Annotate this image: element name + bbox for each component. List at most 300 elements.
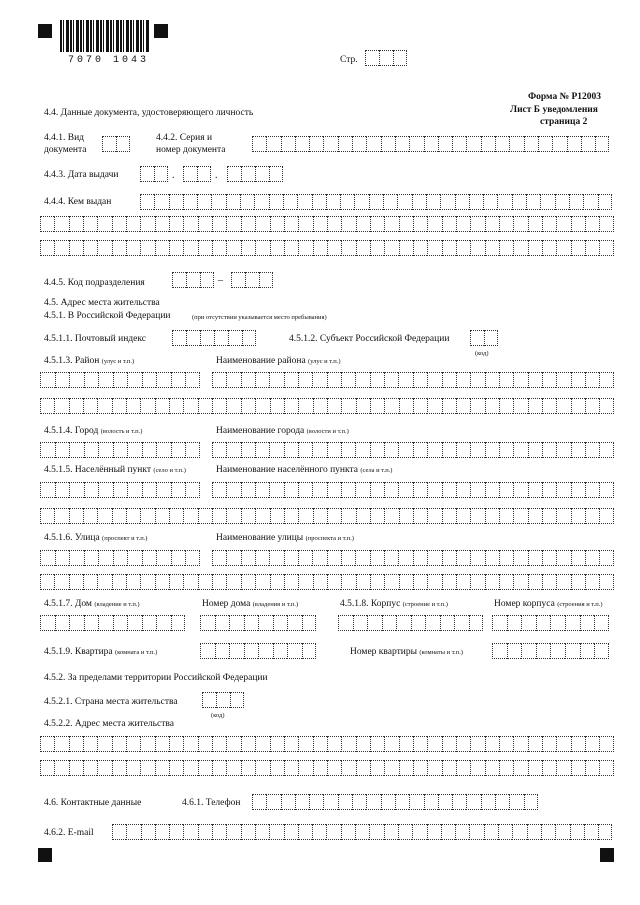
input-cell[interactable] xyxy=(69,550,84,566)
input-cell[interactable] xyxy=(69,615,84,631)
input-cell[interactable] xyxy=(266,136,280,152)
settlement-name-field-2[interactable] xyxy=(40,508,614,524)
input-cell[interactable] xyxy=(198,216,212,232)
input-cell[interactable] xyxy=(116,136,130,152)
input-cell[interactable] xyxy=(298,824,312,840)
input-cell[interactable] xyxy=(284,550,298,566)
input-cell[interactable] xyxy=(97,240,111,256)
input-cell[interactable] xyxy=(470,760,484,776)
country-code-field[interactable] xyxy=(202,692,244,708)
input-cell[interactable] xyxy=(126,398,140,414)
input-cell[interactable] xyxy=(550,643,565,659)
house-number-field[interactable] xyxy=(200,615,316,631)
input-cell[interactable] xyxy=(469,615,484,631)
input-cell[interactable] xyxy=(556,736,570,752)
input-cell[interactable] xyxy=(226,442,240,458)
input-cell[interactable] xyxy=(326,194,340,210)
input-cell[interactable] xyxy=(156,442,171,458)
input-cell[interactable] xyxy=(242,330,256,346)
input-cell[interactable] xyxy=(284,216,298,232)
input-cell[interactable] xyxy=(198,574,212,590)
input-cell[interactable] xyxy=(258,643,273,659)
input-cell[interactable] xyxy=(442,482,456,498)
input-cell[interactable] xyxy=(212,508,226,524)
input-cell[interactable] xyxy=(542,372,556,388)
input-cell[interactable] xyxy=(399,574,413,590)
input-cell[interactable] xyxy=(241,508,255,524)
input-cell[interactable] xyxy=(313,736,327,752)
input-cell[interactable] xyxy=(440,615,455,631)
input-cell[interactable] xyxy=(255,736,269,752)
input-cell[interactable] xyxy=(352,136,366,152)
input-cell[interactable] xyxy=(571,760,585,776)
input-cell[interactable] xyxy=(370,550,384,566)
input-cell[interactable] xyxy=(113,372,128,388)
input-cell[interactable] xyxy=(156,372,171,388)
input-cell[interactable] xyxy=(413,574,427,590)
input-cell[interactable] xyxy=(112,760,126,776)
input-cell[interactable] xyxy=(497,194,511,210)
input-cell[interactable] xyxy=(287,643,302,659)
input-cell[interactable] xyxy=(112,508,126,524)
input-cell[interactable] xyxy=(585,398,599,414)
issued-by-line-1[interactable] xyxy=(140,194,612,210)
input-cell[interactable] xyxy=(427,760,441,776)
input-cell[interactable] xyxy=(384,736,398,752)
input-cell[interactable] xyxy=(384,824,398,840)
input-cell[interactable] xyxy=(427,240,441,256)
input-cell[interactable] xyxy=(112,216,126,232)
input-cell[interactable] xyxy=(252,136,266,152)
input-cell[interactable] xyxy=(542,398,556,414)
input-cell[interactable] xyxy=(212,550,226,566)
input-cell[interactable] xyxy=(521,615,536,631)
input-cell[interactable] xyxy=(226,482,240,498)
input-cell[interactable] xyxy=(356,216,370,232)
input-cell[interactable] xyxy=(412,194,426,210)
input-cell[interactable] xyxy=(470,216,484,232)
input-cell[interactable] xyxy=(84,482,99,498)
input-cell[interactable] xyxy=(327,398,341,414)
input-cell[interactable] xyxy=(212,482,226,498)
input-cell[interactable] xyxy=(183,760,197,776)
input-cell[interactable] xyxy=(258,615,273,631)
input-cell[interactable] xyxy=(266,794,280,810)
input-cell[interactable] xyxy=(40,574,54,590)
input-cell[interactable] xyxy=(295,794,309,810)
input-cell[interactable] xyxy=(341,736,355,752)
input-cell[interactable] xyxy=(142,615,157,631)
flat-number-field[interactable] xyxy=(492,643,609,659)
doc-series-number-field[interactable] xyxy=(252,136,609,152)
input-cell[interactable] xyxy=(540,194,554,210)
input-cell[interactable] xyxy=(255,166,269,182)
input-cell[interactable] xyxy=(585,372,599,388)
input-cell[interactable] xyxy=(269,166,283,182)
input-cell[interactable] xyxy=(226,194,240,210)
input-cell[interactable] xyxy=(126,760,140,776)
input-cell[interactable] xyxy=(142,482,157,498)
district-name-field-1[interactable] xyxy=(212,372,614,388)
input-cell[interactable] xyxy=(284,482,298,498)
input-cell[interactable] xyxy=(255,550,269,566)
input-cell[interactable] xyxy=(398,442,412,458)
input-cell[interactable] xyxy=(485,760,499,776)
input-cell[interactable] xyxy=(509,794,523,810)
input-cell[interactable] xyxy=(298,482,312,498)
input-cell[interactable] xyxy=(313,760,327,776)
input-cell[interactable] xyxy=(499,240,513,256)
input-cell[interactable] xyxy=(528,574,542,590)
input-cell[interactable] xyxy=(185,482,200,498)
input-cell[interactable] xyxy=(169,736,183,752)
input-cell[interactable] xyxy=(98,372,113,388)
input-cell[interactable] xyxy=(528,372,542,388)
input-cell[interactable] xyxy=(352,794,366,810)
input-cell[interactable] xyxy=(513,372,527,388)
input-cell[interactable] xyxy=(353,615,368,631)
input-cell[interactable] xyxy=(599,574,613,590)
input-cell[interactable] xyxy=(226,508,240,524)
input-cell[interactable] xyxy=(98,482,113,498)
input-cell[interactable] xyxy=(542,442,556,458)
input-cell[interactable] xyxy=(571,372,585,388)
input-cell[interactable] xyxy=(140,166,154,182)
input-cell[interactable] xyxy=(140,398,154,414)
input-cell[interactable] xyxy=(585,482,599,498)
input-cell[interactable] xyxy=(571,442,585,458)
input-cell[interactable] xyxy=(495,794,509,810)
input-cell[interactable] xyxy=(524,794,538,810)
foreign-address-line-1[interactable] xyxy=(40,736,614,752)
input-cell[interactable] xyxy=(40,240,54,256)
input-cell[interactable] xyxy=(98,615,113,631)
input-cell[interactable] xyxy=(513,442,527,458)
input-cell[interactable] xyxy=(427,574,441,590)
input-cell[interactable] xyxy=(427,372,441,388)
input-cell[interactable] xyxy=(481,136,495,152)
input-cell[interactable] xyxy=(172,272,186,288)
input-cell[interactable] xyxy=(341,508,355,524)
input-cell[interactable] xyxy=(245,272,259,288)
input-cell[interactable] xyxy=(585,442,599,458)
input-cell[interactable] xyxy=(171,550,186,566)
input-cell[interactable] xyxy=(485,240,499,256)
input-cell[interactable] xyxy=(281,136,295,152)
input-cell[interactable] xyxy=(556,574,570,590)
input-cell[interactable] xyxy=(40,508,54,524)
input-cell[interactable] xyxy=(183,398,197,414)
input-cell[interactable] xyxy=(366,794,380,810)
input-cell[interactable] xyxy=(140,194,154,210)
input-cell[interactable] xyxy=(212,824,226,840)
input-cell[interactable] xyxy=(198,760,212,776)
input-cell[interactable] xyxy=(442,760,456,776)
input-cell[interactable] xyxy=(571,736,585,752)
division-code-part-1[interactable] xyxy=(172,272,214,288)
input-cell[interactable] xyxy=(140,760,154,776)
input-cell[interactable] xyxy=(269,550,283,566)
input-cell[interactable] xyxy=(154,194,168,210)
input-cell[interactable] xyxy=(298,760,312,776)
input-cell[interactable] xyxy=(97,736,111,752)
input-cell[interactable] xyxy=(83,398,97,414)
input-cell[interactable] xyxy=(270,736,284,752)
input-cell[interactable] xyxy=(284,508,298,524)
input-cell[interactable] xyxy=(298,550,312,566)
input-cell[interactable] xyxy=(585,550,599,566)
input-cell[interactable] xyxy=(186,272,200,288)
input-cell[interactable] xyxy=(55,550,70,566)
input-cell[interactable] xyxy=(409,136,423,152)
input-cell[interactable] xyxy=(241,372,255,388)
input-cell[interactable] xyxy=(381,136,395,152)
input-cell[interactable] xyxy=(241,442,255,458)
input-cell[interactable] xyxy=(398,372,412,388)
input-cell[interactable] xyxy=(399,398,413,414)
input-cell[interactable] xyxy=(370,398,384,414)
foreign-address-line-2[interactable] xyxy=(40,760,614,776)
input-cell[interactable] xyxy=(427,736,441,752)
input-cell[interactable] xyxy=(140,736,154,752)
input-cell[interactable] xyxy=(298,372,312,388)
settlement-type-field[interactable] xyxy=(40,482,200,498)
input-cell[interactable] xyxy=(370,574,384,590)
input-cell[interactable] xyxy=(98,442,113,458)
input-cell[interactable] xyxy=(313,216,327,232)
input-cell[interactable] xyxy=(513,398,527,414)
input-cell[interactable] xyxy=(255,216,269,232)
input-cell[interactable] xyxy=(442,736,456,752)
input-cell[interactable] xyxy=(40,442,55,458)
input-cell[interactable] xyxy=(142,550,157,566)
input-cell[interactable] xyxy=(370,372,384,388)
input-cell[interactable] xyxy=(97,398,111,414)
input-cell[interactable] xyxy=(112,824,126,840)
input-cell[interactable] xyxy=(312,442,326,458)
input-cell[interactable] xyxy=(40,760,54,776)
input-cell[interactable] xyxy=(542,482,556,498)
input-cell[interactable] xyxy=(341,574,355,590)
input-cell[interactable] xyxy=(254,194,268,210)
city-name-field-1[interactable] xyxy=(212,442,614,458)
input-cell[interactable] xyxy=(556,372,570,388)
input-cell[interactable] xyxy=(442,372,456,388)
input-cell[interactable] xyxy=(312,482,326,498)
input-cell[interactable] xyxy=(483,194,497,210)
input-cell[interactable] xyxy=(155,736,169,752)
input-cell[interactable] xyxy=(226,574,240,590)
input-cell[interactable] xyxy=(556,398,570,414)
input-cell[interactable] xyxy=(229,615,244,631)
input-cell[interactable] xyxy=(528,736,542,752)
input-cell[interactable] xyxy=(327,240,341,256)
input-cell[interactable] xyxy=(599,508,613,524)
input-cell[interactable] xyxy=(241,398,255,414)
input-cell[interactable] xyxy=(556,550,570,566)
input-cell[interactable] xyxy=(456,760,470,776)
input-cell[interactable] xyxy=(198,736,212,752)
input-cell[interactable] xyxy=(83,574,97,590)
input-cell[interactable] xyxy=(212,372,226,388)
city-type-field[interactable] xyxy=(40,442,200,458)
input-cell[interactable] xyxy=(69,372,84,388)
input-cell[interactable] xyxy=(216,692,230,708)
email-field[interactable] xyxy=(112,824,612,840)
input-cell[interactable] xyxy=(97,216,111,232)
input-cell[interactable] xyxy=(40,615,55,631)
input-cell[interactable] xyxy=(284,736,298,752)
input-cell[interactable] xyxy=(528,398,542,414)
input-cell[interactable] xyxy=(455,824,469,840)
input-cell[interactable] xyxy=(513,240,527,256)
input-cell[interactable] xyxy=(69,760,83,776)
input-cell[interactable] xyxy=(427,824,441,840)
input-cell[interactable] xyxy=(215,643,230,659)
input-cell[interactable] xyxy=(438,794,452,810)
input-cell[interactable] xyxy=(470,482,484,498)
input-cell[interactable] xyxy=(40,372,55,388)
input-cell[interactable] xyxy=(156,482,171,498)
input-cell[interactable] xyxy=(269,482,283,498)
input-cell[interactable] xyxy=(54,574,68,590)
input-cell[interactable] xyxy=(69,736,83,752)
input-cell[interactable] xyxy=(499,398,513,414)
input-cell[interactable] xyxy=(456,240,470,256)
input-cell[interactable] xyxy=(395,794,409,810)
page-number-field[interactable] xyxy=(365,50,407,66)
input-cell[interactable] xyxy=(427,442,441,458)
district-type-field[interactable] xyxy=(40,372,200,388)
input-cell[interactable] xyxy=(40,482,55,498)
input-cell[interactable] xyxy=(442,216,456,232)
input-cell[interactable] xyxy=(585,240,599,256)
input-cell[interactable] xyxy=(269,442,283,458)
input-cell[interactable] xyxy=(284,398,298,414)
input-cell[interactable] xyxy=(255,372,269,388)
input-cell[interactable] xyxy=(326,824,340,840)
input-cell[interactable] xyxy=(255,760,269,776)
region-code-field[interactable] xyxy=(470,330,498,346)
input-cell[interactable] xyxy=(542,736,556,752)
input-cell[interactable] xyxy=(384,442,398,458)
input-cell[interactable] xyxy=(284,240,298,256)
input-cell[interactable] xyxy=(270,508,284,524)
input-cell[interactable] xyxy=(228,330,242,346)
input-cell[interactable] xyxy=(200,272,214,288)
input-cell[interactable] xyxy=(355,550,369,566)
input-cell[interactable] xyxy=(507,643,522,659)
input-cell[interactable] xyxy=(381,794,395,810)
input-cell[interactable] xyxy=(456,372,470,388)
input-cell[interactable] xyxy=(356,508,370,524)
input-cell[interactable] xyxy=(40,216,54,232)
input-cell[interactable] xyxy=(142,442,157,458)
input-cell[interactable] xyxy=(229,643,244,659)
input-cell[interactable] xyxy=(298,216,312,232)
input-cell[interactable] xyxy=(399,216,413,232)
input-cell[interactable] xyxy=(340,194,354,210)
input-cell[interactable] xyxy=(585,736,599,752)
input-cell[interactable] xyxy=(112,736,126,752)
input-cell[interactable] xyxy=(485,442,499,458)
input-cell[interactable] xyxy=(413,216,427,232)
input-cell[interactable] xyxy=(552,136,566,152)
input-cell[interactable] xyxy=(140,574,154,590)
input-cell[interactable] xyxy=(355,442,369,458)
input-cell[interactable] xyxy=(413,550,427,566)
settlement-name-field-1[interactable] xyxy=(212,482,614,498)
input-cell[interactable] xyxy=(341,216,355,232)
input-cell[interactable] xyxy=(55,482,70,498)
input-cell[interactable] xyxy=(413,372,427,388)
input-cell[interactable] xyxy=(126,508,140,524)
input-cell[interactable] xyxy=(413,398,427,414)
input-cell[interactable] xyxy=(84,442,99,458)
input-cell[interactable] xyxy=(171,482,186,498)
issued-by-line-3[interactable] xyxy=(40,240,614,256)
input-cell[interactable] xyxy=(327,760,341,776)
issued-by-line-2[interactable] xyxy=(40,216,614,232)
input-cell[interactable] xyxy=(399,240,413,256)
input-cell[interactable] xyxy=(492,615,507,631)
input-cell[interactable] xyxy=(241,760,255,776)
input-cell[interactable] xyxy=(214,330,228,346)
input-cell[interactable] xyxy=(442,574,456,590)
input-cell[interactable] xyxy=(55,615,70,631)
input-cell[interactable] xyxy=(226,240,240,256)
input-cell[interactable] xyxy=(241,550,255,566)
input-cell[interactable] xyxy=(513,574,527,590)
input-cell[interactable] xyxy=(155,508,169,524)
input-cell[interactable] xyxy=(198,398,212,414)
input-cell[interactable] xyxy=(594,643,609,659)
input-cell[interactable] xyxy=(69,398,83,414)
input-cell[interactable] xyxy=(284,824,298,840)
input-cell[interactable] xyxy=(485,398,499,414)
input-cell[interactable] xyxy=(413,482,427,498)
input-cell[interactable] xyxy=(198,240,212,256)
input-cell[interactable] xyxy=(427,508,441,524)
input-cell[interactable] xyxy=(456,736,470,752)
input-cell[interactable] xyxy=(69,508,83,524)
input-cell[interactable] xyxy=(169,216,183,232)
input-cell[interactable] xyxy=(499,736,513,752)
input-cell[interactable] xyxy=(341,442,355,458)
input-cell[interactable] xyxy=(327,372,341,388)
postal-index-field[interactable] xyxy=(172,330,256,346)
input-cell[interactable] xyxy=(54,398,68,414)
input-cell[interactable] xyxy=(396,615,411,631)
input-cell[interactable] xyxy=(255,508,269,524)
input-cell[interactable] xyxy=(599,736,613,752)
input-cell[interactable] xyxy=(327,508,341,524)
input-cell[interactable] xyxy=(499,442,513,458)
input-cell[interactable] xyxy=(441,824,455,840)
input-cell[interactable] xyxy=(284,372,298,388)
input-cell[interactable] xyxy=(338,615,353,631)
input-cell[interactable] xyxy=(509,136,523,152)
input-cell[interactable] xyxy=(556,760,570,776)
issue-month-field[interactable] xyxy=(183,166,211,182)
input-cell[interactable] xyxy=(327,442,341,458)
input-cell[interactable] xyxy=(424,136,438,152)
input-cell[interactable] xyxy=(565,643,580,659)
input-cell[interactable] xyxy=(327,574,341,590)
input-cell[interactable] xyxy=(140,216,154,232)
input-cell[interactable] xyxy=(536,643,551,659)
input-cell[interactable] xyxy=(598,194,612,210)
